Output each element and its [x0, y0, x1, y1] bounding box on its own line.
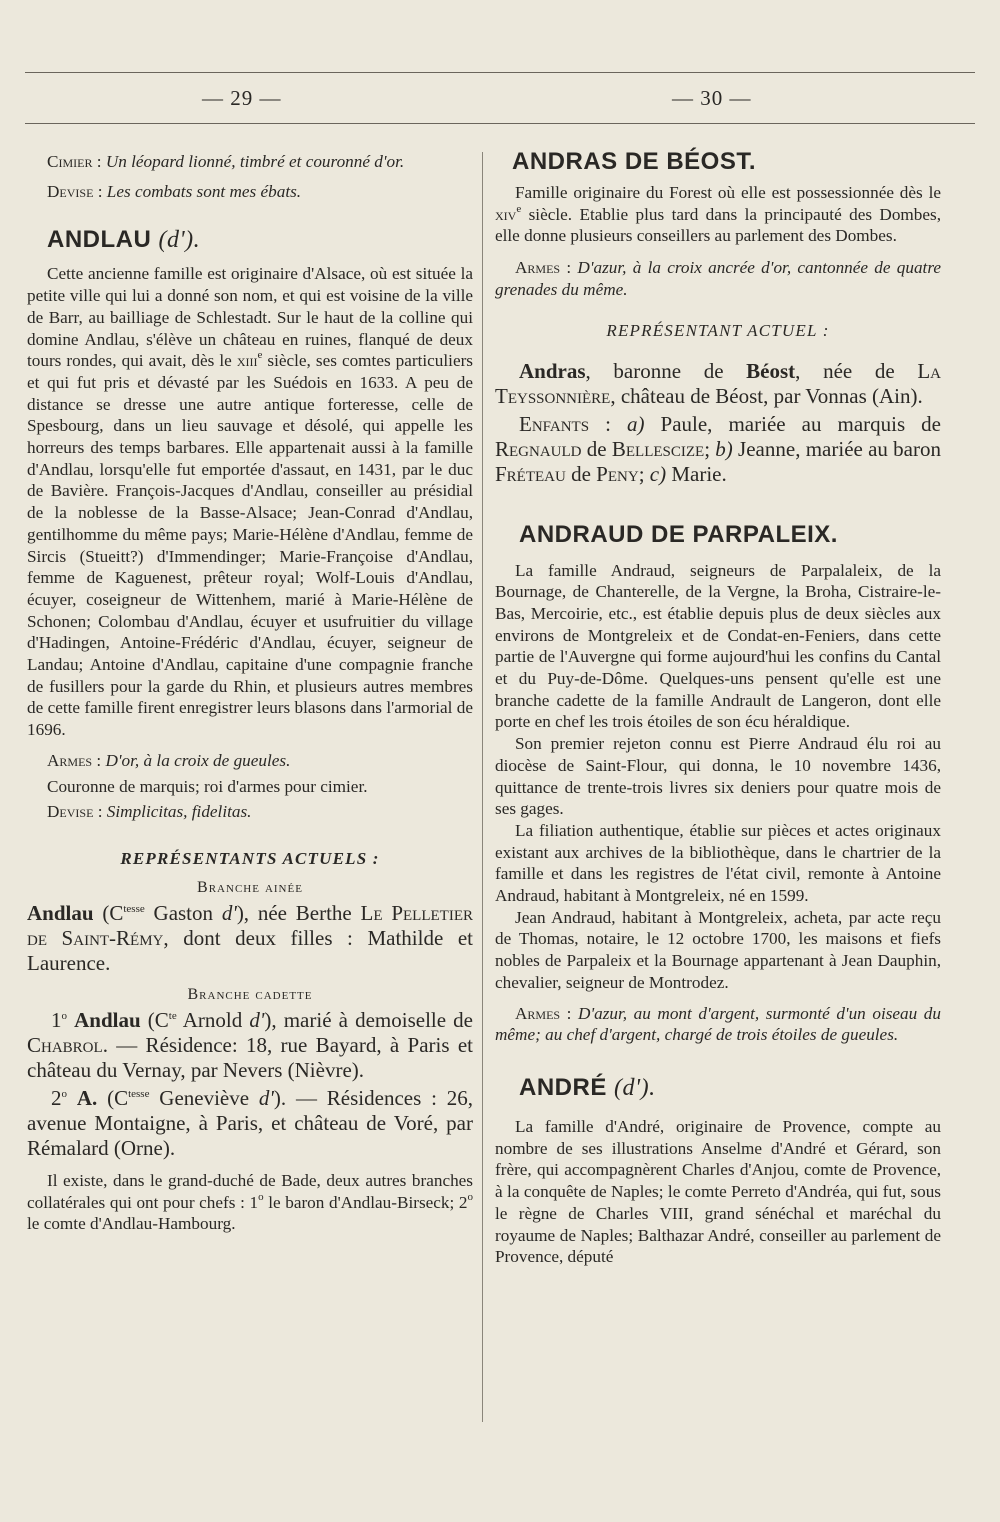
- branche-ainee-heading: Branche ainée: [197, 878, 303, 896]
- andraud-paragraph-1: La famille Andraud, seigneurs de Parpalaleix, de la Bournage, de Chanterelle, de la Vergne, la Broha, Cistraire-le-Bas, Mercoirie, etc., est établie depuis plus de deux siècles aux environs de Montgreleix et de Condat-en-Feniers, dans cette partie de l'Auvergne qui forme aujourd'hui les confins du Cantal et du Puy-de-Dôme. Quelques-uns pensent qu'elle est une branche cadette de la famille Andrault de Langeron, dont elle porte en chef les trois étoiles de son écu héraldique.: [495, 560, 941, 732]
- page-number-left: — 29 —: [202, 86, 282, 110]
- andlau-paragraph: Cette ancienne famille est originaire d'Alsace, où est située la petite ville qui lui a donné son nom, et qui est voisine de la ville de Barr, au bailliage de Schlestadt. Sur le haut de la colline qui domine Andlau, s'élève un château en ruines, flanqué de deux tours rondes, qui avait, dès le xiii$^e$ siècle, ses comtes particuliers et qui fut pris et dévasté par les Suédois en 1633. A peu de distance se dresse une autre antique forteresse, celle de Spesbourg, dans un lieu sauvage et désolé, qui appelle les horreurs des temps barbares. Elle appartenait aussi à la famille d'Andlau, lorsqu'elle fut emportée d'assaut, en 1431, par le duc de Bavière. François-Jacques d'Andlau, conseiller au présidial de la noblesse de la Basse-Alsace; Jean-Conrad d'Andlau, gentilhomme du même pays; Marie-Hélène d'Andlau, femme de Sircis (Stueitt?) d'Immendinger; Marie-Françoise d'Andlau, femme de Kaguenest, prêteur royal; Wolf-Louis d'Andlau, écuyer, coseigneur de Wittenhem, marié à Marie-Hélène de Schonen; Colombau d'Andlau, écuyer et usufruitier du village d'Hadingen, Antoine-Frédéric d'Andlau, écuyer, seigneur de Landau; Antoine d'Andlau, capitaine d'une compagnie franche de fusillers pour la garde du Rhin, et plusieurs autres membres de cette famille firent enregistrer leurs blasons dans l'armorial de 1696.: [27, 264, 473, 740]
- branche-cadette-heading: Branche cadette: [187, 985, 313, 1003]
- andlau-couronne: Couronne de marquis; roi d'armes pour cimier.: [47, 776, 368, 796]
- ainee-entry: Andlau ($C^{tesse}$ Gaston d'), née Berthe Le Pelletier de Saint-Rémy, dont deux filles : Mathilde et Laurence.: [27, 900, 473, 975]
- devise-line-1: Devise : Les combats sont mes ébats.: [47, 181, 302, 201]
- andraud-armes: Armes : D'azur, au mont d'argent, surmonté d'un oiseau du même; au chef d'argent, chargé de trois étoiles de gueules.: [495, 1003, 941, 1045]
- andlau-devise: Devise : Simplicitas, fidelitas.: [47, 802, 252, 822]
- cimier-line: Cimier : Un léopard lionné, timbré et couronné d'or.: [47, 152, 405, 171]
- andlau-heading: ANDLAU (d').: [47, 226, 201, 254]
- andre-paragraph: La famille d'André, originaire de Provence, compte au nombre de ses illustrations Anselme d'André et Gérard, son frère, qui accompagnèrent Charles d'Anjou, comte de Provence, à la conquête de Naples; le comte Perreto d'Andréa, qui fut, sous le règne de Charles VIII, grand sénéchal et maréchal du royaume de Naples; Balthazar André, conseiller au parlement de Provence, député: [495, 1116, 941, 1267]
- andras-paragraph: Famille originaire du Forest où elle est possessionnée dès le xiv$^e$ siècle. Etablie plus tard dans la principauté des Dombes, elle donne plusieurs conseillers au parlement des Dombes.: [495, 183, 941, 246]
- collateral-note: Il existe, dans le grand-duché de Bade, deux autres branches collatérales qui ont pour chefs : 1$^o$ le baron d'Andlau-Birseck; 2$^o$ le comte d'Andlau-Hambourg.: [27, 1170, 473, 1234]
- andras-heading: ANDRAS DE BÉOST.: [512, 148, 757, 175]
- andras-children: Enfants : a) Paule, mariée au marquis de Regnauld de Bellescize; b) Jeanne, mariée au baron Fréteau de Peny; c) Marie.: [495, 411, 942, 486]
- right-column: [495, 148, 941, 1268]
- andraud-paragraph-3: La filiation authentique, établie sur pièces et actes originaux existant aux archives de la bibliothèque, dans le chartrier de la famille et dans les registres de l'état civil, remonte à Antoine Andraud, habitant à Montgreleix, né en 1599.: [495, 820, 941, 906]
- andraud-paragraph-4: Jean Andraud, habitant à Montgreleix, acheta, par acte reçu de Thomas, notaire, le 12 octobre 1700, les maisons et fiefs nobles de Parpaleix et la Bournage appartenant à Jean Dauphin, chevalier, seigneur de Montrodez.: [495, 907, 941, 992]
- cimier-label: Cimier: [47, 152, 93, 171]
- header-rule: [25, 123, 975, 124]
- left-column: [27, 148, 473, 1235]
- page-number-right: — 30 —: [672, 86, 752, 110]
- representant-heading: REPRÉSENTANT ACTUEL :: [606, 320, 830, 340]
- cimier-text: Un léopard lionné, timbré et couronné d'or.: [105, 152, 405, 171]
- cadette-entry-1: 1$^o$ Andlau ($C^{te}$ Arnold d'), marié à demoiselle de Chabrol. — Résidence: 18, rue Bayard, à Paris et château du Vernay, par Nevers (Nièvre).: [27, 1007, 473, 1082]
- andras-representative: Andras, baronne de Béost, née de La Teyssonnière, château de Béost, par Vonnas (Ain).: [495, 358, 941, 408]
- andraud-paragraph-2: Son premier rejeton connu est Pierre Andraud élu roi au diocèse de Saint-Flour, qui donna, le 10 novembre 1436, quittance de trente-trois livres six deniers pour quatre mois de ses gages.: [495, 734, 941, 819]
- andlau-armes: Armes : D'or, à la croix de gueules.: [47, 750, 291, 770]
- representants-heading: REPRÉSENTANTS ACTUELS :: [120, 848, 380, 868]
- cadette-entry-2: 2$^o$ A. ($C^{tesse}$ Geneviève d'). — Résidences : 26, avenue Montaigne, à Paris, et château de Voré, par Rémalard (Orne).: [27, 1085, 473, 1160]
- andraud-heading: ANDRAUD DE PARPALEIX.: [519, 520, 838, 548]
- column-divider: [482, 152, 483, 1422]
- andras-armes: Armes : D'azur, à la croix ancrée d'or, cantonnée de quatre grenades du même.: [495, 258, 941, 299]
- andre-heading: ANDRÉ (d').: [519, 1073, 656, 1101]
- top-rule: [25, 72, 975, 73]
